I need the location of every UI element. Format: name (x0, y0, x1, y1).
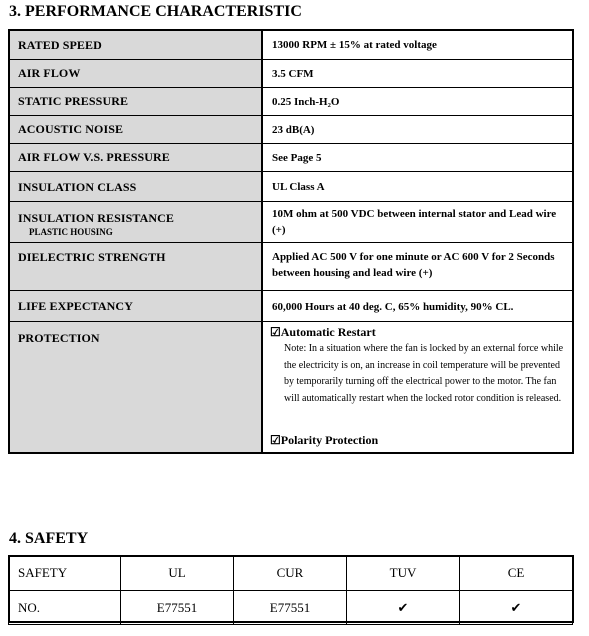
check-icon: ✔ (347, 591, 460, 625)
performance-table (8, 29, 574, 454)
checkbox-checked-icon: ☑ (270, 433, 281, 447)
row-label: RATED SPEED (18, 38, 102, 52)
table-row (10, 171, 572, 201)
checkbox-checked-icon: ☑ (270, 325, 281, 339)
row-label: DIELECTRIC STRENGTH (18, 250, 166, 264)
performance-section-title: 3. PERFORMANCE CHARACTERISTIC (9, 3, 302, 20)
row-label: AIR FLOW (18, 66, 81, 80)
row-label: INSULATION RESISTANCE (18, 211, 175, 225)
header-cell: UL (121, 556, 234, 591)
row-cell: E77551 (234, 591, 347, 625)
table-row (10, 201, 572, 242)
polarity-item (270, 431, 378, 449)
row-value: See Page 5 (272, 152, 322, 164)
row-value: Applied AC 500 V for one minute or AC 600 V for 2 Seconds between housing and lead wire (+) (272, 251, 555, 279)
row-label: STATIC PRESSURE (18, 94, 129, 108)
row-value: UL Class A (272, 181, 325, 193)
row-label: INSULATION CLASS (18, 180, 137, 194)
row-label: LIFE EXPECTANCY (18, 299, 133, 313)
table-row (10, 31, 572, 59)
table-row (10, 115, 572, 143)
row-cell: NO. (9, 591, 121, 625)
header-cell: TUV (347, 556, 460, 591)
header-cell: CE (460, 556, 573, 591)
row-cell: E77551 (121, 591, 234, 625)
row-value: 13000 RPM ± 15% at rated voltage (272, 39, 437, 51)
table-row (9, 591, 573, 625)
row-value: 60,000 Hours at 40 deg. C, 65% humidity, 90% CL. (272, 301, 514, 313)
row-value: 23 dB(A) (272, 124, 315, 136)
table-row (10, 87, 572, 115)
table-row (10, 321, 572, 452)
row-value: 0.25 Inch-H₂O (272, 96, 340, 108)
row-value: 3.5 CFM (272, 68, 314, 80)
header-cell: SAFETY (9, 556, 121, 591)
header-cell: CUR (234, 556, 347, 591)
row-label: ACOUSTIC NOISE (18, 122, 124, 136)
table-row (10, 290, 572, 321)
table-header-row (9, 556, 573, 591)
table-row (10, 143, 572, 171)
polarity-label: Polarity Protection (280, 433, 379, 447)
row-sublabel: PLASTIC HOUSING (29, 227, 113, 237)
safety-table (8, 555, 573, 625)
row-label: PROTECTION (18, 331, 100, 345)
auto-restart-label: Automatic Restart (280, 325, 376, 339)
safety-section-title: 4. SAFETY (9, 530, 89, 547)
auto-restart-item (270, 323, 376, 341)
table-row (10, 242, 572, 290)
table-row (10, 59, 572, 87)
check-icon: ✔ (460, 591, 573, 625)
protection-note: Note: In a situation where the fan is locked by an external force while the electricity is on, an increase in coil temperature will be prevented by temporarily turning off the electrical power to the motor. The fan will automatically restart when the locked rotor condition is released. (284, 343, 564, 404)
row-value: 10M ohm at 500 VDC between internal stator and Lead wire (+) (272, 208, 557, 236)
row-label: AIR FLOW V.S. PRESSURE (18, 150, 170, 164)
